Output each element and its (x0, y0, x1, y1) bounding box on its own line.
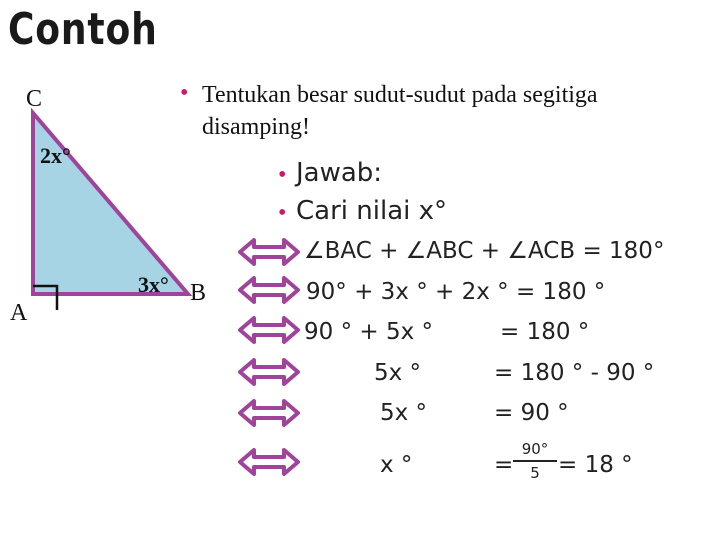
equation-line-5-left: 5x ° (380, 400, 428, 426)
bullet-dot: • (278, 162, 287, 188)
fraction (513, 440, 557, 482)
equation-line-3-right: = 180 ° (500, 319, 590, 345)
equation-line-6-left: x ° (380, 452, 413, 478)
slide-title: Contoh (8, 4, 158, 55)
double-arrow-icon (238, 447, 300, 477)
equation-line-6-result: = 18 ° (558, 452, 633, 478)
fraction-bar (513, 460, 557, 462)
equation-line-1: ∠BAC + ∠ABC + ∠ACB = 180° (304, 238, 665, 264)
triangle-shape (33, 113, 188, 294)
bullet-dot: • (278, 200, 287, 226)
double-arrow-icon (238, 237, 300, 267)
question-line-1: Tentukan besar sudut-sudut pada segitiga (202, 82, 598, 108)
angle-b-label: 3x° (138, 272, 169, 297)
vertex-c-label: C (26, 86, 43, 112)
jawab-label: Jawab: (296, 158, 383, 188)
equation-line-4-left: 5x ° (374, 360, 422, 386)
double-arrow-icon (238, 357, 300, 387)
fraction-denominator: 5 (530, 464, 540, 482)
equation-line-2: 90° + 3x ° + 2x ° = 180 ° (306, 279, 606, 305)
equation-line-6-equals: = (494, 452, 514, 478)
double-arrow-icon (238, 315, 300, 345)
question-line-2: disamping! (202, 114, 310, 140)
equation-line-3-left: 90 ° + 5x ° (304, 319, 434, 345)
double-arrow-icon (238, 398, 300, 428)
fraction-numerator: 90° (521, 440, 549, 458)
find-x-label: Cari nilai x° (296, 196, 447, 226)
equation-line-5-right: = 90 ° (494, 400, 569, 426)
vertex-a-label: A (10, 300, 28, 326)
vertex-b-label: B (190, 280, 207, 306)
bullet-dot: • (180, 80, 189, 106)
equation-line-4-right: = 180 ° - 90 ° (494, 360, 655, 386)
angle-c-label: 2x° (40, 143, 71, 168)
double-arrow-icon (238, 275, 300, 305)
